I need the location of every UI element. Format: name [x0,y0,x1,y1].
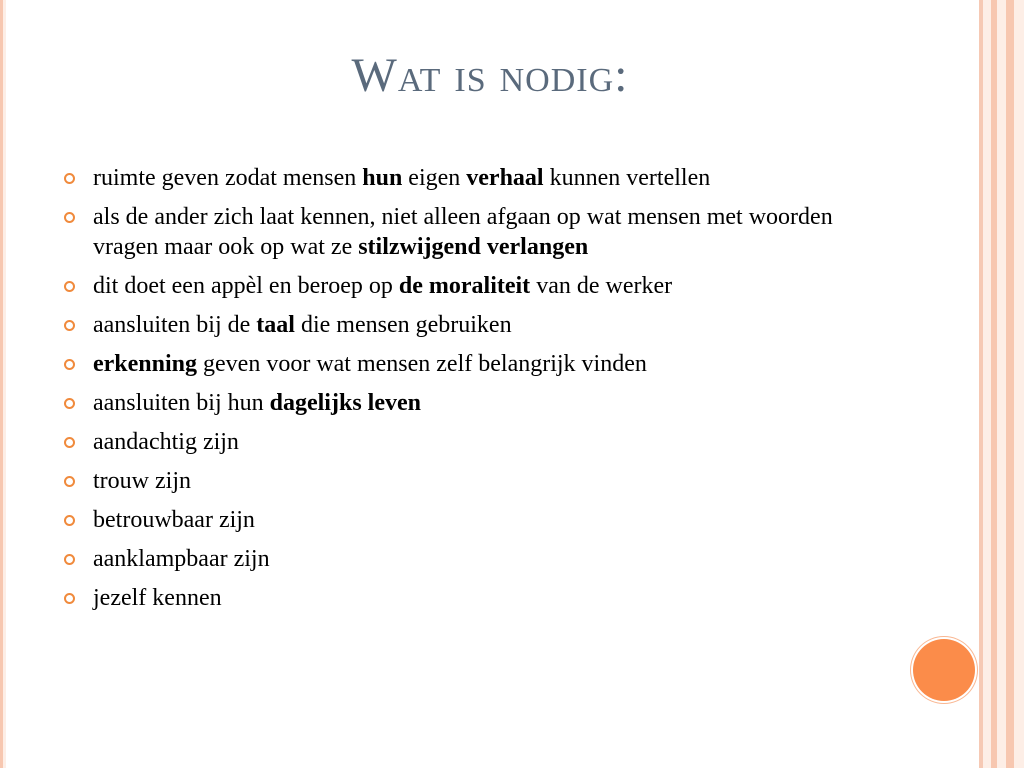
bullet-text: kunnen vertellen [543,165,711,191]
bullet-text: jezelf kennen [93,585,222,611]
right-edge-stripe [1014,0,1024,768]
bullet-circle-icon [64,476,75,487]
bullet-text: van de werker [530,273,673,299]
bullet-text: als de ander zich laat kennen, niet alleen afgaan op wat mensen met woorden vragen maar ook op wat ze [93,204,833,260]
bullet-text-bold: stilzwijgend verlangen [358,234,589,260]
bullet-circle-icon [64,281,75,292]
bullet-text: die mensen gebruiken [294,312,512,338]
bullet-item [62,310,862,340]
bullet-text: aandachtig zijn [93,429,239,455]
bullet-circle-icon [64,398,75,409]
bullet-text-bold: erkenning [93,351,198,377]
right-edge-stripe [983,0,991,768]
bullet-circle-icon [64,212,75,223]
bullet-text: dit doet een appèl en beroep op [93,273,399,299]
bullet-text: aansluiten bij hun [93,390,270,416]
bullet-item [62,544,862,574]
bullet-circle-icon [64,515,75,526]
bullet-circle-icon [64,173,75,184]
right-edge-stripe [1006,0,1014,768]
bullet-item [62,466,862,496]
decorative-circle [913,639,975,701]
bullet-item [62,163,862,193]
bullet-list [62,163,862,622]
bullet-text-bold: dagelijks leven [269,390,421,416]
bullet-item [62,427,862,457]
bullet-item [62,583,862,613]
bullet-text: betrouwbaar zijn [93,507,255,533]
bullet-circle-icon [64,437,75,448]
bullet-text: geven voor wat mensen zelf belangrijk vinden [197,351,647,377]
bullet-circle-icon [64,359,75,370]
bullet-text: ruimte geven zodat mensen [93,165,363,191]
bullet-circle-icon [64,593,75,604]
bullet-text-bold: taal [256,312,295,338]
bullet-text-bold: de moraliteit [398,273,531,299]
bullet-circle-icon [64,554,75,565]
bullet-text-bold: verhaal [466,165,544,191]
bullet-item [62,271,862,301]
bullet-text: aansluiten bij de [93,312,257,338]
left-edge-stripe-light [3,0,6,768]
bullet-item [62,202,862,262]
bullet-item [62,349,862,379]
bullet-text-bold: hun [362,165,403,191]
bullet-text: eigen [402,165,467,191]
right-edge-stripe [997,0,1006,768]
bullet-item [62,388,862,418]
bullet-text: trouw zijn [93,468,191,494]
bullet-text: aanklampbaar zijn [93,546,270,572]
bullet-item [62,505,862,535]
slide-title: Wat is nodig: [351,49,629,102]
bullet-circle-icon [64,320,75,331]
